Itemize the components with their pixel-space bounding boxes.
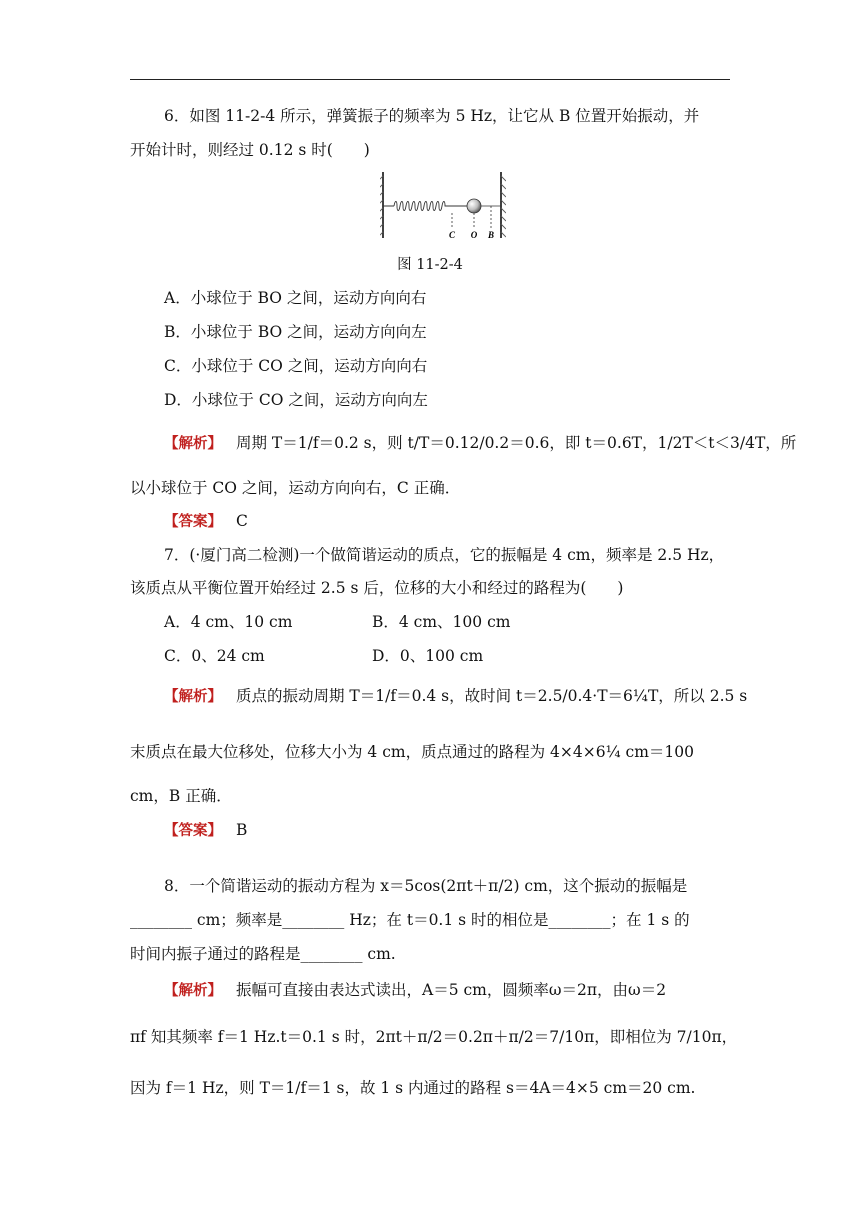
q8-stem-line2: ________ cm；频率是________ Hz；在 t＝0.1 s 时的相位是________；在 1 s 的 — [130, 911, 690, 929]
q7-analysis-text: 质点的振动周期 T＝1/f＝0.4 s，故时间 t＝2.5/0.4·T＝6¼T，所以 2.5 s — [236, 687, 748, 705]
spring-oscillator-figure — [380, 172, 506, 242]
q8-analysis-line1 — [130, 980, 730, 1001]
q6-analysis-text: 周期 T＝1/f＝0.2 s，则 t/T＝0.12/0.2＝0.6，即 t＝0.6T，1/2T＜t＜3/4T，所 — [236, 434, 797, 452]
q6-option-c: C．小球位于 CO 之间，运动方向向右 — [164, 357, 428, 375]
label-c: C — [448, 230, 456, 240]
q7-answer-value: B — [236, 821, 248, 839]
q6-stem-line2: 开始计时，则经过 0.12 s 时( ) — [130, 141, 370, 159]
q8-analysis-line3: 因为 f＝1 Hz，则 T＝1/f＝1 s，故 1 s 内通过的路程 s＝4A＝4×5 cm＝20 cm. — [130, 1079, 696, 1097]
q7-option-b: B．4 cm、100 cm — [372, 613, 511, 631]
q7-analysis-line2: 末质点在最大位移处，位移大小为 4 cm，质点通过的路程为 4×4×6¼ cm＝100 — [130, 743, 694, 761]
analysis-tag: 【解析】 — [164, 983, 222, 999]
q7-answer — [130, 820, 730, 841]
analysis-tag: 【解析】 — [164, 436, 222, 452]
q8-analysis-text: 振幅可直接由表达式读出，A＝5 cm，圆频率ω＝2π，由ω＝2 — [236, 981, 667, 999]
analysis-tag: 【解析】 — [164, 689, 222, 705]
q7-stem-line1: 7．(·厦门高二检测)一个做简谐运动的质点，它的振幅是 4 cm，频率是 2.5 Hz， — [164, 546, 725, 564]
q6-answer-value: C — [236, 512, 248, 530]
q7-option-a: A．4 cm、10 cm — [164, 613, 293, 631]
q6-option-d: D．小球位于 CO 之间，运动方向向左 — [164, 391, 428, 409]
q6-analysis-line1 — [130, 433, 797, 454]
q7-stem-line2: 该质点从平衡位置开始经过 2.5 s 后，位移的大小和经过的路程为( ) — [130, 579, 624, 597]
q8-stem-line1: 8．一个简谐运动的振动方程为 x＝5cos(2πt＋π/2) cm，这个振动的振幅是 — [164, 877, 688, 895]
label-o: O — [470, 230, 478, 240]
figure-caption: 图 11-2-4 — [397, 257, 463, 273]
q7-option-d: D．0、100 cm — [372, 647, 484, 665]
q8-analysis-line2: πf 知其频率 f＝1 Hz.t＝0.1 s 时，2πt＋π/2＝0.2π＋π/2＝7/10π，即相位为 7/10π， — [130, 1028, 738, 1046]
q6-option-b: B．小球位于 BO 之间，运动方向向左 — [164, 323, 427, 341]
q6-answer — [130, 511, 730, 532]
q6-analysis-line2: 以小球位于 CO 之间，运动方向向右，C 正确． — [130, 479, 461, 497]
q7-analysis-line3: cm，B 正确． — [130, 787, 232, 805]
q7-option-c: C．0、24 cm — [164, 647, 265, 665]
q8-stem-line3: 时间内振子通过的路程是________ cm. — [130, 945, 396, 963]
q6-option-a: A．小球位于 BO 之间，运动方向向右 — [164, 289, 427, 307]
q7-analysis-line1 — [130, 686, 748, 707]
label-b: B — [487, 230, 495, 240]
header-rule — [130, 79, 730, 80]
answer-tag: 【答案】 — [164, 514, 222, 530]
spring-coil — [394, 202, 463, 211]
ball — [467, 199, 481, 213]
answer-tag: 【答案】 — [164, 823, 222, 839]
q6-stem-line1: 6．如图 11-2-4 所示，弹簧振子的频率为 5 Hz，让它从 B 位置开始振动，并 — [164, 107, 700, 125]
